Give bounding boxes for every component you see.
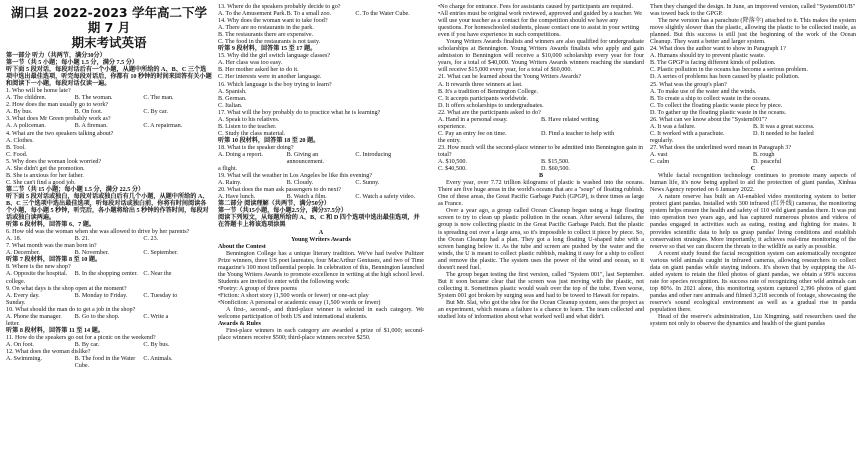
text-line: a flight. (218, 166, 238, 173)
text-line: regularly. (650, 137, 674, 144)
text-line: D. To gather up the floating plastic waste in the oceans. (650, 109, 787, 116)
answer-option: B. To a small zoo. (286, 11, 332, 18)
question: 22. What are the participants asked to do? (438, 109, 541, 116)
answer-options (6, 95, 212, 102)
answer-options (650, 124, 856, 131)
question: 7. What month was the man born in? (6, 243, 97, 250)
answer-options (218, 152, 424, 166)
answer-option: C. 23. (143, 236, 159, 243)
question: 26. What can we know about the "System001"? (650, 116, 768, 123)
paragraph: Head of the reserve's administration, Liu Xingming, said researchers used the system not only to observe the dynamics and health of the giant pandas (650, 314, 856, 328)
answer-option: C. Pay an entry fee on time. (438, 130, 507, 137)
column-3 (438, 4, 644, 321)
answer-option: B. By car. (74, 341, 100, 348)
answer-option: C. It worked with a parachute. (650, 130, 725, 137)
subheading: Awards & Rules (218, 321, 261, 328)
answer-option: C. By bus. (143, 341, 170, 348)
answer-option: C. A repairman. (143, 123, 183, 130)
answer-option: D. Find a teacher to help with (541, 130, 615, 137)
question: 4. What are the two speakers talking about? (6, 130, 114, 137)
passage-heading: A (318, 229, 324, 236)
text-line: •Nonfiction: A personal or academic essay (1,500 words or fewer) (218, 299, 381, 306)
paragraph: Over a year ago, a group called Ocean Cleanup began using a huge floating screen to try to clean up plastic pollution in the ocean. After several failures, the group is now collecting plastic in the Great Pacific Garbage Patch. But the plastic is spreading out over a large area, so it's impossible to collect it piece by piece. So, the Ocean Cleanup had a plan. They got a long floating U-shaped tube with a screen hanging below it. As the tube and screen are pushed by the water and the winds, the U is meant to collect plastic rubbish, making it easy for a ship to collect and remove the plastic. The system uses the power of the wind and ocean, so it doesn't need fuel. (438, 208, 644, 271)
question: 12. What does the woman dislike? (6, 348, 91, 355)
answer-option: B. Monday to Friday. (74, 292, 128, 299)
question: 15. Why did the girl switch language classes? (218, 53, 331, 60)
answer-options (6, 314, 212, 321)
passage-heading: B (538, 173, 544, 180)
answer-options (650, 159, 856, 166)
answer-options (6, 293, 212, 300)
text-line: C. She can't find a good job. (6, 179, 76, 186)
text-line: B. Her mother asked her to do it. (218, 67, 299, 74)
question: 11. How do the speakers go out for a picnic on the weekend? (6, 334, 156, 341)
answer-option: B. It was a great success. (753, 123, 815, 130)
paragraph: Bennington College has a unique literary tradition. We've had twelve Pulitzer Prize winners, three US poet laureates, four MacArthur Geniuses, and two of Time magazine's 100 most influential people. In celebration of this, Bennington launched the Young Writers Awards to promote excellence in writing at the high school level. Students are invited to enter with the following work: (218, 250, 424, 285)
question: 24. What does the author want to show in Paragraph 1? (650, 46, 786, 53)
question: 27. What does the underlined word mean in Paragraph 3? (650, 144, 792, 151)
question: 13. Where do the speakers probably decide to go? (218, 4, 341, 10)
answer-options (650, 131, 856, 138)
section-instruction: 第一部分 听力（共两节，满分30分） (6, 53, 106, 59)
text-line: A. There are no restaurants in the park. (218, 25, 314, 32)
text-line: D. It offers scholarships to undergraduates. (438, 102, 544, 109)
answer-option: B. A fireman. (74, 123, 108, 130)
answer-option: B. rough (753, 151, 775, 158)
answer-option: D. $60,500. (541, 166, 570, 173)
text-line: Then they changed the design. In June, an improved version, called "System001/B" was towed back to the GPGP. (650, 4, 856, 18)
section-instruction: 第二部分 阅读理解（共两节，满分50分） (218, 201, 331, 208)
answer-option: A. December. (6, 250, 40, 257)
section-instruction: 听第 8 段材料，回答第 11 至 14 题。 (6, 327, 104, 334)
answer-option: A. A policeman. (6, 123, 46, 130)
question: 2. How does the man usually go to work? (6, 102, 109, 109)
answer-option: A. Every day. (6, 292, 40, 299)
section-instruction: 听第 10 段材料，回答第 18 至 20 题。 (218, 137, 320, 144)
text-line: B. The restaurants there are expensive. (218, 32, 314, 39)
question: 25. What was the group's plan? (650, 81, 727, 88)
question: 19. What will the weather in Los Angeles be like this evening? (218, 173, 373, 180)
exam-title (6, 5, 212, 50)
paragraph: A first-, second-, and third-place winner is selected in each category. We welcome participation of both US and international students. (218, 307, 424, 321)
subheading: About the Contest (218, 243, 266, 250)
answer-option: B. Giving an announcement. (286, 151, 325, 166)
answer-options (6, 356, 212, 370)
answer-option: C. Watch a safety video. (355, 194, 416, 201)
text-line: A. Her class was too easy. (218, 60, 283, 67)
question: 20. What does the man ask passengers to do next? (218, 187, 342, 194)
text-line: A. It rewards three winners at last. (438, 81, 523, 88)
answer-option: A. On foot. (6, 341, 34, 348)
question: 21. What can be learned about the Young Writers Awards? (438, 74, 582, 81)
text-line: C. Study the class material. (218, 130, 286, 137)
paragraph: First-place winners in each category are awarded a prize of $1,000; second-place winners receive $500; third-place winners receive $250. (218, 328, 424, 342)
question: 3. What does Mr Green probably work as? (6, 116, 111, 123)
answer-option: B. 21. (74, 236, 90, 243)
answer-option: B. $15,500. (541, 159, 570, 166)
answer-option: B. Go to the shop. (74, 313, 120, 320)
question: 16. Which language is the boy trying to learn? (218, 81, 332, 88)
answer-option: A. $10,500. (438, 159, 467, 166)
passage-heading: C (750, 166, 756, 173)
text-line: A. Spanish. (218, 88, 247, 95)
text-line: C. It accepts participants worldwide. (438, 95, 529, 102)
text-line: the entry. (438, 137, 461, 144)
answer-option: C. Write a (143, 313, 169, 320)
exam-title-line-1: 湖口县 2022-2023 学年高二下学期 7 月 (11, 5, 207, 35)
text-line: C. Italian. (218, 102, 243, 109)
answer-option: B. November. (74, 250, 109, 257)
answer-option: A. To the Amusement Park. (218, 11, 287, 18)
text-line: college. (6, 278, 26, 285)
answer-options (218, 180, 424, 187)
answer-option: A. Have lunch. (218, 194, 256, 201)
section-instruction: 第二节（共 15 小题；每小题 1.5 分，满分 22.5 分） (6, 186, 145, 193)
answer-option: A. The children. (6, 95, 47, 102)
question: 8. Where is the new shop? (6, 264, 71, 271)
answer-option: A. Opposite the hospital. (6, 271, 68, 278)
text-line: A. Clothes. (6, 137, 34, 144)
text-line: B. The GPGP is facing different kinds of pollution. (650, 60, 776, 67)
answer-options (438, 131, 644, 138)
question: 1. Who will be home late? (6, 88, 71, 95)
answer-option: C. September. (143, 250, 178, 257)
answer-options (6, 123, 212, 130)
answer-option: C. By car. (143, 109, 168, 116)
question: 6. How old was the woman when she was allowed to drive by her parents? (6, 229, 190, 236)
column-1 (6, 4, 212, 370)
question: 17. What will the boy probably do to practice what he is learning? (218, 109, 381, 116)
question: 10. What should the man do to get a job in the shop? (6, 306, 136, 313)
answer-option: C. $40,500. (438, 166, 467, 173)
answer-option: A. Doing a report. (218, 151, 263, 158)
section-instruction: 第一节（共15小题，每小题2.5分，满分37.5分） (218, 208, 347, 215)
text-line: A. To make use of the water and the winds. (650, 88, 757, 95)
question: 23. How much will the second-place winner to be admitted into Bennington gain in total? (438, 144, 643, 158)
paragraph: But Mr. Slat, who got the idea for the Ocean Cleanup system, sees the project as an experiment, which means a failure is a chance to learn. The team collected and studied lots of information about what worked well and what didn't. (438, 299, 644, 321)
answer-options (6, 271, 212, 278)
answer-option: D. It needed to be fueled (753, 130, 814, 137)
answer-option: A. Swimming. (6, 356, 42, 363)
paragraph: The new version has a parachute (降落伞) attached to it. This makes the system move slightly slower than the plastic, allowing the plastic to be collected inside, as planned. But this success is still just the beginning of the work of the Ocean Cleanup. They want a better and larger system. (650, 18, 856, 46)
text-line: C. The food in the restaurants is not tasty. (218, 39, 321, 46)
answer-option: C. To the Water Cube. (355, 11, 410, 18)
question: 9. On what days is the shop open at the moment? (6, 285, 127, 292)
answer-option: B. Have related writing (541, 116, 599, 123)
answer-option: A. Phone the manager. (6, 313, 62, 320)
text-line: A. Speak to his relatives. (218, 116, 280, 123)
text-line: B. It's a tradition of Bennington College. (438, 88, 539, 95)
column-4 (650, 4, 856, 328)
answer-options (6, 109, 212, 116)
text-line: C. Plastic pollution in the oceans has become a serious problem. (650, 67, 808, 74)
paragraph: Young Writers Awards finalists and winners are also qualified for undergraduate scholarships at Bennington. Young Writers Awards finalists who apply and gain admission to Bennington will receive a $10,000 scholarship every year for four years, for a total of $40,000. Young Writers Awards winners reaching the standard will receive $15,000 every year, for a total of $60,000. (438, 39, 644, 74)
answer-option: C. calm (650, 159, 670, 166)
section-instruction: 听第 9 段材料，回答第 15 至 17 题。 (218, 46, 317, 53)
answer-option: A. Hand in a personal essay. (438, 116, 508, 123)
answer-option: B. The woman. (74, 95, 113, 102)
text-line: B. Tool. (6, 144, 26, 151)
answer-option: C. Animals. (143, 356, 173, 363)
text-line: B. To create a ship to collect waste in the oceans. (650, 95, 771, 102)
paragraph: A nature reserve has built an AI-enabled video monitoring system to better protect giant pandas. Installed with 300 infrared (红外线) cameras, the monitoring system helps ensure the health and safety of 110 wild giant pandas there. It was put into operation two years ago, and has captured numerous photos and videos of pandas engaged in activities such as eating, resting and fighting for mates. It provides scientific data to help us grasp pandas' living conditions and establish conservation strategies. More importantly, it achieves real-time monitoring of the reserve so that we can discern the threats to the wildlife as early as possible. (650, 194, 856, 250)
answer-option: C. The man. (143, 95, 174, 102)
text-line: •Poetry: A group of three poems (218, 285, 298, 292)
paragraph: While facial recognition technology continues to promote many aspects of human life, it's now being applied to aid the protection of giant pandas, Xinhua News Agency reported on 6 January 2022. (650, 173, 856, 194)
text-line: •Fiction: A short story (1,500 words or fewer) or one-act play (218, 292, 369, 299)
text-line: B. German. (218, 95, 247, 102)
answer-option: B. Watch a film. (286, 194, 327, 201)
answer-option: B. On foot. (74, 109, 103, 116)
answer-option: C. Sunny. (355, 180, 380, 187)
column-2 (218, 4, 424, 342)
question: 5. Why does the woman look worried? (6, 158, 102, 165)
text-line: C. To collect the floating plastic waste piece by piece. (650, 102, 783, 109)
answer-options (438, 166, 644, 173)
text-line: A. Humans should try to prevent plastic waste. (650, 53, 766, 60)
passage-heading: Young Writers Awards (291, 236, 351, 243)
answer-option: A. By bus. (6, 109, 33, 116)
answer-options (6, 236, 212, 243)
answer-options (650, 152, 856, 159)
answer-option: B. The food in the Water Cube. (74, 356, 136, 370)
section-instruction: 听下面 5 段对话或独白，每段对话或独白后有几个小题，从题中所给的 A、B、C 三个选项中选出最佳选项，听每段对话或独白前，你将有时间阅读各个小题，每小题 5 秒钟，听完后，各小题将给出 5 秒钟的作答时间，每段对话或独白读两遍。 (6, 193, 209, 222)
text-line: A. She didn't get the promotion. (6, 165, 85, 172)
answer-option: C. Introducing (355, 151, 392, 158)
text-line: B. Listen to the teacher. (218, 123, 277, 130)
section-instruction: 听第 7 段材料，回答第 8 至 10 题。 (6, 257, 102, 264)
answer-option: B. In the shopping center. (74, 271, 138, 278)
answer-option: B. Cloudy. (286, 180, 314, 187)
section-instruction: 听下面 5 段对话，每段对话后有一个小题，从题中所给的 A、B、C 三个选项中选出最佳选项，听完每段对话后，你都有 10 秒钟的时间来回答有关小题和阅读下一小题，每段对话仅读一遍。 (6, 67, 212, 88)
answer-option: C. Tuesday to (143, 292, 178, 299)
answer-option: A. Rainy. (218, 180, 242, 187)
text-line: •All entries must be original work reviewed, approved and guided by a teacher. We will use your teacher as a contact for the competition should we have any questions. For homeschooled students, please contact one to assist in your writing even if you have experience in such competitions. (438, 11, 642, 39)
answer-option: D. peaceful (753, 159, 782, 166)
text-line: C. Her interests were in another language. (218, 74, 322, 81)
paragraph: The group began testing the first version, called "System 001", last September. But it soon became clear that the screen was just moving with the plastic, not collecting it. Sometimes plastic would wash over the top of the tube. Even worse, System 001 got broken by surging seas and had to be towed to Hawaii for repairs. (438, 271, 644, 299)
text-line: •No charge for entrance. Fees for assistants caused by participants are required. (438, 4, 633, 10)
answer-options (6, 342, 212, 349)
section-instruction: 听第 6 段材料，回答第 6、7 题。 (6, 222, 96, 229)
text-line: B. She is anxious for her father. (6, 172, 84, 179)
question: 18. What is the speaker doing? (218, 144, 294, 151)
text-line: C. Food. (6, 151, 28, 158)
answer-option: A. vast (650, 151, 668, 158)
answer-options (438, 117, 644, 124)
text-line: experience. (438, 123, 467, 130)
answer-option: A. 18. (6, 236, 22, 243)
text-line: letter. (6, 320, 20, 327)
section-instruction: 第一节（共 5 小题；每小题 1.5 分，满分 7.5 分） (6, 60, 139, 67)
paragraph: Every year, over 7.72 trillion kilograms of plastic is washed into the oceans. There are five huge areas in the world's oceans that are a "soup" of floating rubbish. One of these areas, the Great Pacific Garbage Patch (GPGP), is three times as large as France. (438, 180, 644, 208)
text-line: D. A series of problems has been caused by plastic pollution. (650, 74, 800, 81)
paragraph: A recent study found the facial recognition system can automatically recognize various wild animals caught in infrared cameras, allowing researchers to collect data on giant pandas while staying indoors. It's shown that by equipping the AI-aided system to retain the filed photos of giant pandas, we obtain a 99% success rate for species recognition. Its success rate of recognizing other wild animals can top 80%. In 2021 alone, this monitoring system captured 2,396 photos of giant pandas and other rare animals and filmed 3,218 seconds of footage, showcasing the reserve's sound ecological environment as well as a gradual rise in panda population there. (650, 250, 856, 314)
answer-option: A. It was a failure. (650, 123, 696, 130)
text-line: Sunday. (6, 299, 26, 306)
section-instruction: 阅读下列短文，从每题所给的 A、B、C 和 D 四个选项中选出最佳选项，并在答题卡上将该选项涂黑 (218, 215, 420, 229)
question: 14. Why does the woman want to take food? (218, 18, 328, 25)
answer-option: C. Near the (143, 271, 172, 278)
exam-title-line-2: 期末考试英语 (71, 35, 147, 50)
